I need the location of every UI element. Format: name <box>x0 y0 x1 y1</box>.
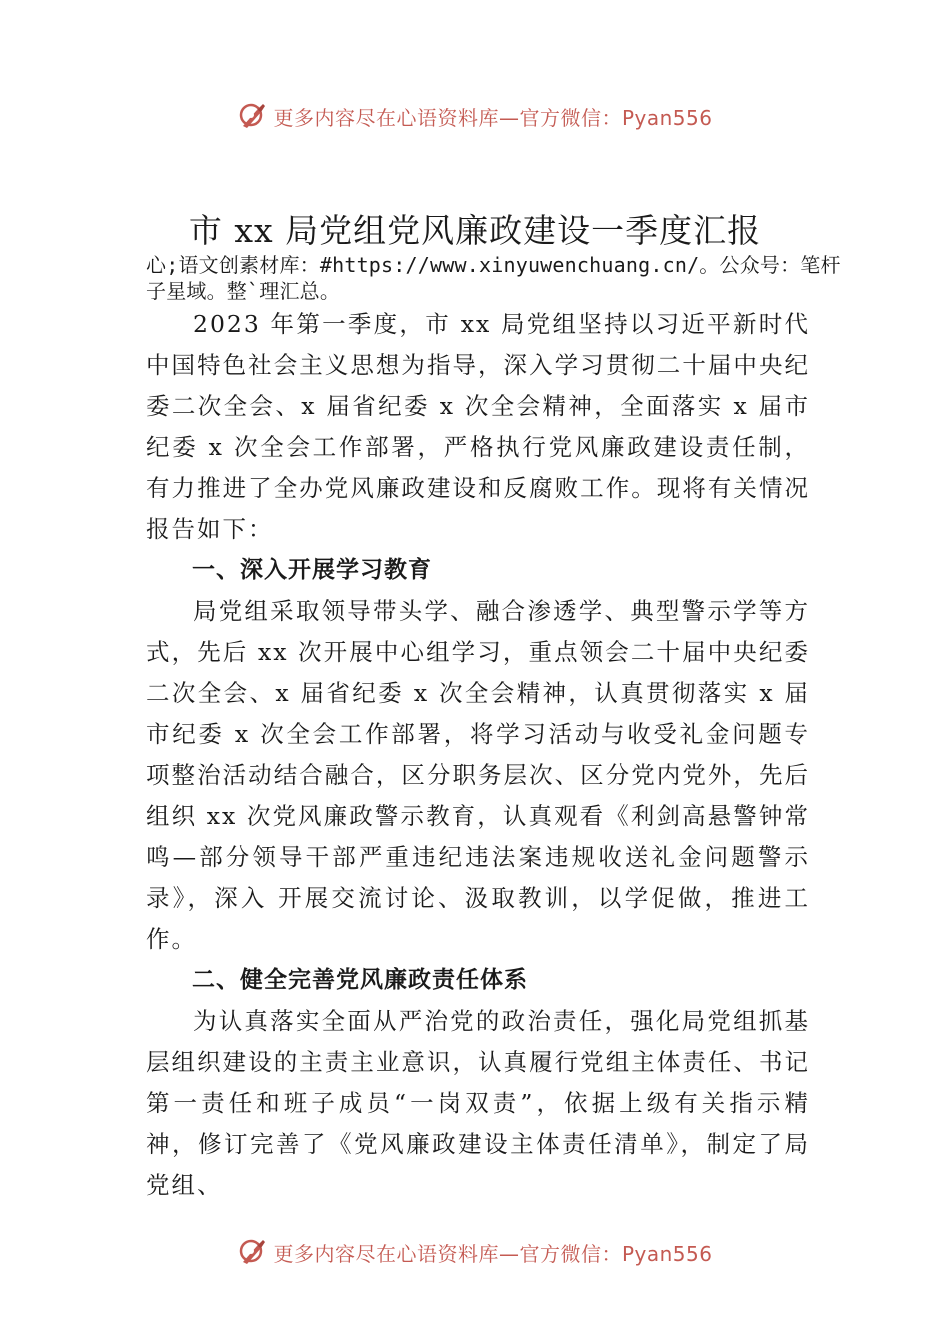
footer-banner-text: 更多内容尽在心语资料库—官方微信：Pyan556 <box>273 1241 713 1266</box>
source-line: 心;语文创素材库：#https://www.xinyuwenchuang.cn/。公众号：笔杆子星域。整`理汇总。 <box>146 253 841 303</box>
document-body <box>146 304 810 1206</box>
section-heading-2: 二、健全完善党风廉政责任体系 <box>192 967 528 993</box>
footer-banner <box>0 1232 950 1272</box>
pen-logo-icon <box>237 1236 269 1268</box>
section-heading-1: 一、深入开展学习教育 <box>192 557 432 583</box>
section-paragraph-2: 为认真落实全面从严治党的政治责任，强化局党组抓基层组织建设的主责主业意识，认真履行党组主体责任、书记第一责任和班子成员“一岗双责”，依据上级有关指示精神，修订完善了《党风廉政建设主体责任清单》，制定了局党组、 <box>146 1007 810 1199</box>
document-title: 市 xx 局党组党风廉政建设一季度汇报 <box>188 211 762 250</box>
pen-logo-icon <box>237 100 269 132</box>
header-banner <box>0 96 950 136</box>
header-banner-text: 更多内容尽在心语资料库—官方微信：Pyan556 <box>273 105 713 130</box>
intro-paragraph: 2023 年第一季度，市 xx 局党组坚持以习近平新时代中国特色社会主义思想为指导，深入学习贯彻二十届中央纪委二次全会、x 届省纪委 x 次全会精神，全面落实 x 届市纪委 x 次全会工作部署，严格执行党风廉政建设责任制，有力推进了全办党风廉政建设和反腐败工作。现将有关情况报告如下： <box>146 310 810 543</box>
section-paragraph-1: 局党组采取领导带头学、融合渗透学、典型警示学等方式，先后 xx 次开展中心组学习，重点领会二十届中央纪委二次全会、x 届省纪委 x 次全会精神，认真贯彻落实 x 届市纪委 x 次全会工作部署，将学习活动与收受礼金问题专项整治活动结合融合，区分职务层次、区分党内党外，先后组织 xx 次党风廉政警示教育，认真观看《利剑高悬警钟常鸣—部分领导干部严重违纪违法案违规收送礼金问题警示录》，深入 开展交流讨论、汲取教训，以学促做，推进工作。 <box>146 597 810 953</box>
